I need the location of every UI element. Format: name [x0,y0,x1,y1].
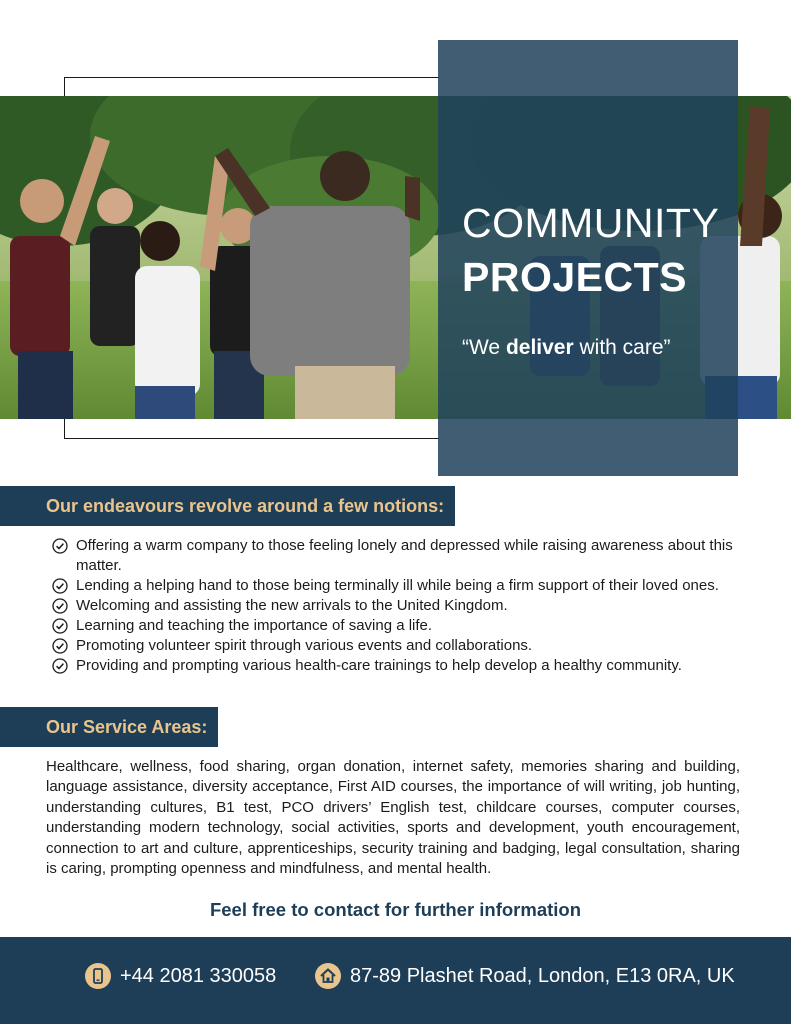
list-item [52,536,752,576]
list-item [52,656,752,676]
check-circle-icon [52,578,68,594]
tagline [462,336,671,360]
check-circle-icon [52,638,68,654]
contact-phone[interactable]: +44 2081 330058 [120,965,277,987]
notions-heading: Our endeavours revolve around a few notions: [0,486,455,526]
check-circle-icon [52,618,68,634]
service-areas-heading: Our Service Areas: [0,707,218,747]
service-areas-text: Healthcare, wellness, food sharing, organ donation, internet safety, memories sharing and building, language assistance, diversity acceptance, First AID courses, the importance of will writing, job hunting, understanding cultures, B1 test, PCO drivers’ English test, childcare courses, computer courses, understanding modern technology, social activities, sports and development, youth encouragement, connection to art and culture, apprenticeships, security training and badging, legal consultation, sharing is caring, prompting openness and mindfulness, and mental health. [46,758,740,878]
list-item [52,636,752,656]
tagline-bold: deliver [505,336,574,359]
contact-cta: Feel free to contact for further information [209,899,582,920]
check-circle-icon [52,598,68,614]
tagline-open: “We [462,336,506,359]
page-title-line2: PROJECTS [462,254,687,300]
tagline-close: with care” [573,336,671,359]
contact-address: 87-89 Plashet Road, London, E13 0RA, UK [350,965,735,987]
list-item-text: Welcoming and assisting the new arrivals to the United Kingdom. [76,597,508,614]
check-circle-icon [52,658,68,674]
page-title-line1: COMMUNITY [462,200,720,246]
list-item [52,576,752,596]
list-item-text: Lending a helping hand to those being terminally ill while being a firm support of their loved ones. [76,577,719,594]
check-circle-icon [52,538,68,554]
list-item [52,596,752,616]
list-item-text: Promoting volunteer spirit through various events and collaborations. [76,637,533,654]
notions-list [52,536,752,676]
list-item-text: Providing and prompting various health-care trainings to help develop a healthy community. [76,657,682,674]
list-item [52,616,752,636]
list-item-text: Learning and teaching the importance of saving a life. [76,617,433,634]
phone-icon [85,963,111,989]
home-icon [315,963,341,989]
list-item-text: Offering a warm company to those feeling lonely and depressed while raising awareness about this matter. [76,537,733,574]
